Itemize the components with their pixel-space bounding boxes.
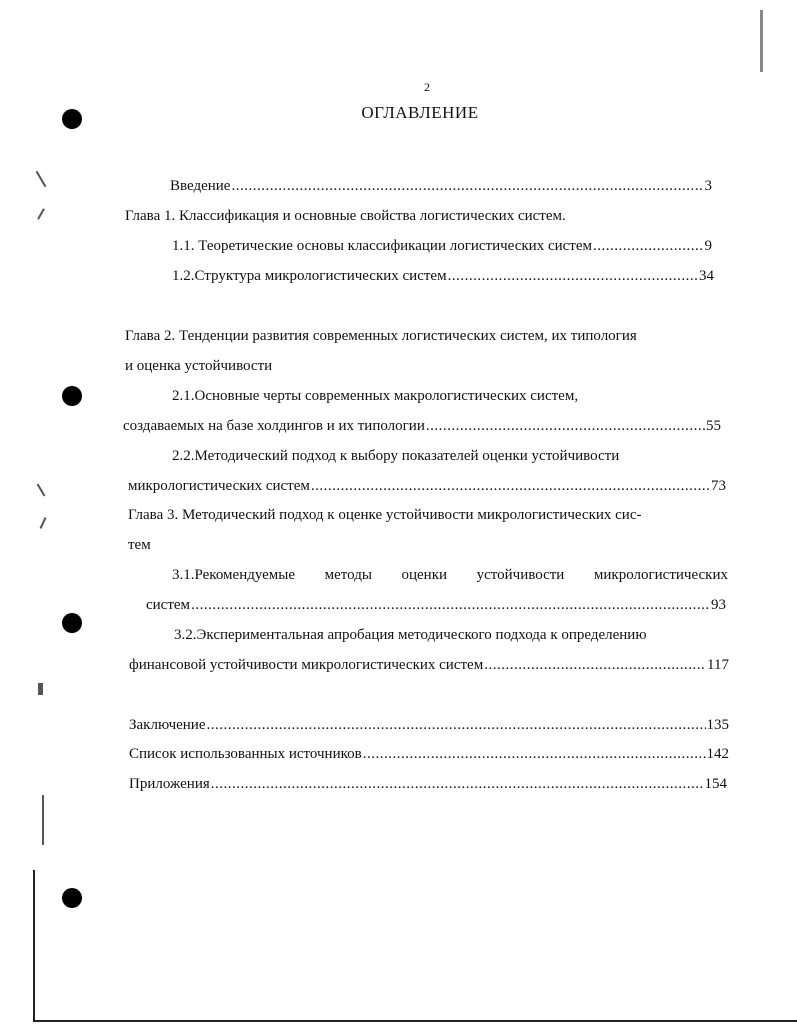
toc-entry-text: систем bbox=[146, 597, 191, 613]
page-number: 2 bbox=[424, 80, 430, 94]
scan-border-left bbox=[33, 870, 35, 1020]
toc-entry-page: 3 bbox=[704, 178, 712, 194]
leader-dots bbox=[363, 745, 706, 763]
leader-dots bbox=[311, 477, 710, 495]
toc-chapter-2-title-line2: и оценка устойчивости bbox=[125, 358, 273, 374]
punch-hole bbox=[62, 386, 82, 406]
toc-entry-text: Заключение bbox=[129, 717, 206, 733]
toc-entry-3-1-line1 bbox=[172, 566, 728, 584]
toc-chapter-1-title: Глава 1. Классификация и основные свойства логистических систем. bbox=[125, 208, 566, 224]
scan-mark bbox=[37, 208, 45, 219]
toc-entry-text: создаваемых на базе холдингов и их типологии bbox=[123, 418, 425, 434]
toc-entry-2-1-line2 bbox=[123, 417, 721, 435]
scan-mark bbox=[40, 517, 47, 529]
word: устойчивости bbox=[476, 567, 565, 583]
word: оценки bbox=[401, 567, 448, 583]
scan-mark bbox=[36, 171, 47, 188]
scan-border-bottom bbox=[33, 1020, 797, 1022]
toc-entry-page: 135 bbox=[706, 717, 729, 733]
punch-hole bbox=[62, 109, 82, 129]
leader-dots bbox=[231, 177, 703, 195]
page-title: ОГЛАВЛЕНИЕ bbox=[361, 103, 479, 122]
scan-mark bbox=[760, 10, 763, 72]
word: методы bbox=[324, 567, 372, 583]
scan-mark bbox=[37, 483, 46, 496]
toc-entry-page: 93 bbox=[711, 597, 726, 613]
toc-entry-page: 142 bbox=[706, 746, 729, 762]
toc-entry-sources bbox=[129, 745, 729, 763]
toc-chapter-2-title-line1: Глава 2. Тенденции развития современных логистических систем, их типология bbox=[125, 328, 637, 344]
toc-entry-text: финансовой устойчивости микрологистических систем bbox=[129, 657, 484, 673]
toc-entry-conclusion bbox=[129, 716, 729, 734]
toc-entry-2-2-line2 bbox=[128, 477, 726, 495]
toc-entry-text: Введение bbox=[170, 178, 231, 194]
leader-dots bbox=[593, 237, 704, 255]
toc-entry-text: Приложения bbox=[129, 776, 210, 792]
toc-entry-appendix bbox=[129, 775, 727, 793]
leader-dots bbox=[207, 716, 706, 734]
word: 3.1.Рекомендуемые bbox=[172, 567, 296, 583]
toc-entry-2-1-line1: 2.1.Основные черты современных макрологистических систем, bbox=[172, 388, 579, 404]
toc-entry-page: 9 bbox=[704, 238, 712, 254]
leader-dots bbox=[426, 417, 705, 435]
toc-entry-text: Список использованных источников bbox=[129, 746, 362, 762]
toc-entry-page: 154 bbox=[704, 776, 727, 792]
word: микрологистических bbox=[593, 567, 728, 583]
toc-entry-3-2-line1: 3.2.Экспериментальная апробация методического подхода к определению bbox=[174, 627, 647, 643]
toc-entry-page: 117 bbox=[707, 657, 729, 673]
toc-entry-2-2-line1: 2.2.Методический подход к выбору показателей оценки устойчивости bbox=[172, 448, 620, 464]
punch-hole bbox=[62, 888, 82, 908]
scan-mark bbox=[38, 683, 43, 695]
leader-dots bbox=[191, 596, 710, 614]
punch-hole bbox=[62, 613, 82, 633]
toc-chapter-3-title-line1: Глава 3. Методический подход к оценке устойчивости микрологистических сис- bbox=[128, 507, 642, 523]
toc-entry-page: 73 bbox=[711, 478, 726, 494]
toc-entry-1-2 bbox=[172, 267, 714, 285]
scan-mark bbox=[42, 795, 44, 845]
leader-dots bbox=[448, 267, 698, 285]
toc-entry-1-1 bbox=[172, 237, 712, 255]
toc-entry-text: 1.2.Структура микрологистических систем bbox=[172, 268, 447, 284]
toc-entry-3-1-line2 bbox=[146, 596, 726, 614]
leader-dots bbox=[484, 656, 706, 674]
leader-dots bbox=[211, 775, 704, 793]
toc-chapter-3-title-line2: тем bbox=[128, 537, 151, 553]
toc-entry-page: 34 bbox=[699, 268, 714, 284]
toc-entry-page: 55 bbox=[706, 418, 721, 434]
toc-entry-intro bbox=[170, 177, 712, 195]
toc-entry-3-2-line2 bbox=[129, 656, 729, 674]
toc-entry-text: 1.1. Теоретические основы классификации логистических систем bbox=[172, 238, 592, 254]
toc-entry-text: микрологистических систем bbox=[128, 478, 310, 494]
